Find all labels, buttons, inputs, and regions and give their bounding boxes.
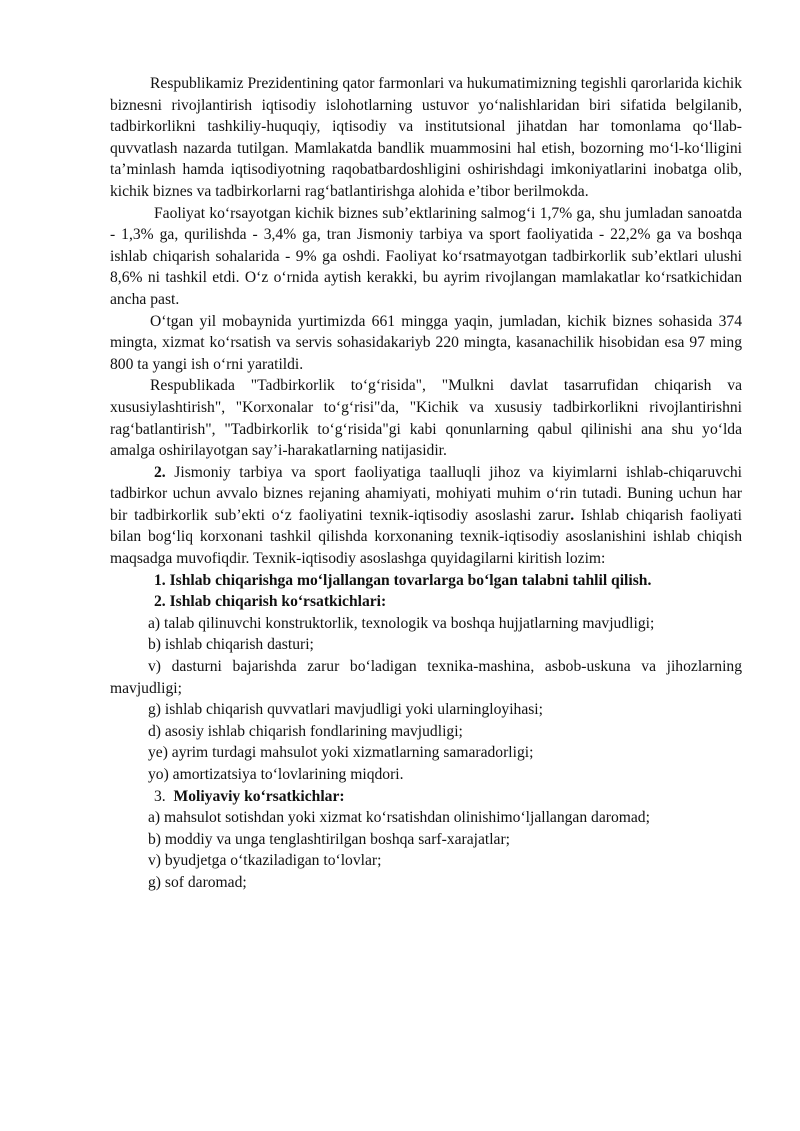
paragraph-number: 2. — [154, 463, 166, 481]
section-2-heading: 2. Ishlab chiqarish ko‘rsatkichlari: — [154, 593, 387, 611]
paragraph-text-b: Ishlab chiqarish faoliyati bilan bog‘liq korxonani tashkil qilishda korxonaning texnik-iqtisodiy asoslanishini ishlab chiqish maqsadga muvofiqdir. Texnik-iqtisodiy asoslashga quyidagilarni kiritish lozim: — [110, 506, 742, 568]
paragraph-jobs: O‘tgan yil mobaynida yurtimizda 661 mingga yaqin, jumladan, kichik biznes sohasida 374 mingta, xizmat ko‘rsatish va servis sohasidakariyb 220 mingta, kasanachilik hisobidan esa 97 ming 800 ta yangi ish o‘rni yaratildi. — [110, 312, 742, 373]
section-3-number: 3. — [154, 787, 166, 805]
section-1-heading: 1. Ishlab chiqarishga mo‘ljallangan tovarlarga bo‘lgan talabni tahlil qilish. — [154, 571, 652, 589]
list-item: b) ishlab chiqarish dasturi; — [148, 636, 314, 654]
list-item: d) asosiy ishlab chiqarish fondlarining mavjudligi; — [148, 722, 463, 740]
list-item: b) moddiy va unga tenglashtirilgan boshqa sarf-xarajatlar; — [148, 830, 511, 848]
document-page — [110, 73, 742, 894]
list-item: a) mahsulot sotishdan yoki xizmat ko‘rsatishdan olinishimo‘ljallangan daromad; — [148, 809, 650, 827]
list-item: a) talab qilinuvchi konstruktorlik, texnologik va boshqa hujjatlarning mavjudligi; — [148, 614, 655, 632]
list-item: v) dasturni bajarishda zarur bo‘ladigan texnika-mashina, asbob-uskuna va jihozlarning mavjudligi; — [110, 658, 742, 697]
list-item: yo) amortizatsiya to‘lovlarining miqdori. — [148, 766, 404, 783]
paragraph-business-plan — [110, 462, 742, 570]
paragraph-laws: Respublikada "Tadbirkorlik to‘g‘risida", "Mulkni davlat tasarrufidan chiqarish va xususiylashtirish", "Korxonalar to‘g‘risi"da, "Kichik va xususiy tadbirkorlikni rivojlantirishni rag‘batlantirish", "Tadbirkorlik to‘g‘risida"gi kabi qonunlarning qabul qilinishi ana shu yo‘lda amalga oshirilayotgan say’i-harakatlarning natijasidir. — [110, 377, 742, 460]
list-item: g) ishlab chiqarish quvvatlari mavjudligi yoki ularningloyihasi; — [148, 701, 543, 719]
list-item: g) sof daromad; — [148, 873, 247, 891]
paragraph-statistics: Faoliyat ko‘rsayotgan kichik biznes sub’ektlarining salmog‘i 1,7% ga, shu jumladan sanoatda - 1,3% ga, qurilishda - 3,4% ga, tran Jismoniy tarbiya va sport faoliyatida - 22,2% ga va boshqa ishlab chiqarish sohalarida - 9% ga oshdi. Faoliyat ko‘rsatmayotgan tadbirkorlik sub’ektlari ulushi 8,6% ni tashkil etdi. O‘z o‘rnida aytish kerakki, bu ayrim rivojlangan mamlakatlar ko‘rsatkichidan ancha past. — [110, 204, 742, 308]
list-item: ye) ayrim turdagi mahsulot yoki xizmatlarning samaradorligi; — [148, 744, 534, 762]
section-3-title: Moliyaviy ko‘rsatkichlar: — [173, 787, 345, 805]
paragraph-intro: Respublikamiz Prezidentining qator farmonlari va hukumatimizning tegishli qarorlarida kichik biznesni rivojlantirish iqtisodiy islohotlarning ustuvor yo‘nalishlaridan biri sifatida belgilanib, tadbirkorlikni tashkiliy-huquqiy, iqtisodiy va institutsional jihatdan har tomonlama qo‘llab-quvvatlash nazarda tutilgan. Mamlakatda bandlik muammosini hal etish, bozorning mo‘l-ko‘lligini ta’minlash hamda iqtisodiyotning raqobatbardoshligini oshirishdagi imkoniyatlarini inobatga olib, kichik biznes va tadbirkorlarni rag‘batlantirishga alohida e’tibor berilmokda. — [110, 75, 742, 200]
list-item: v) byudjetga o‘tkaziladigan to‘lovlar; — [148, 852, 382, 870]
section-3-heading — [110, 786, 742, 808]
paragraph-text-a: Jismoniy tarbiya va sport faoliyatiga taalluqli jihoz va kiyimlarni ishlab-chiqaruvchi tadbirkor uchun avvalo biznes rejaning ahamiyati, mohiyati muhim o‘rin tutadi. Buning uchun har bir tadbirkorlik sub’ekti o‘z faoliyatini texnik-iqtisodiy asoslashi zarur — [110, 463, 742, 524]
paragraph-dot: . — [570, 506, 575, 524]
